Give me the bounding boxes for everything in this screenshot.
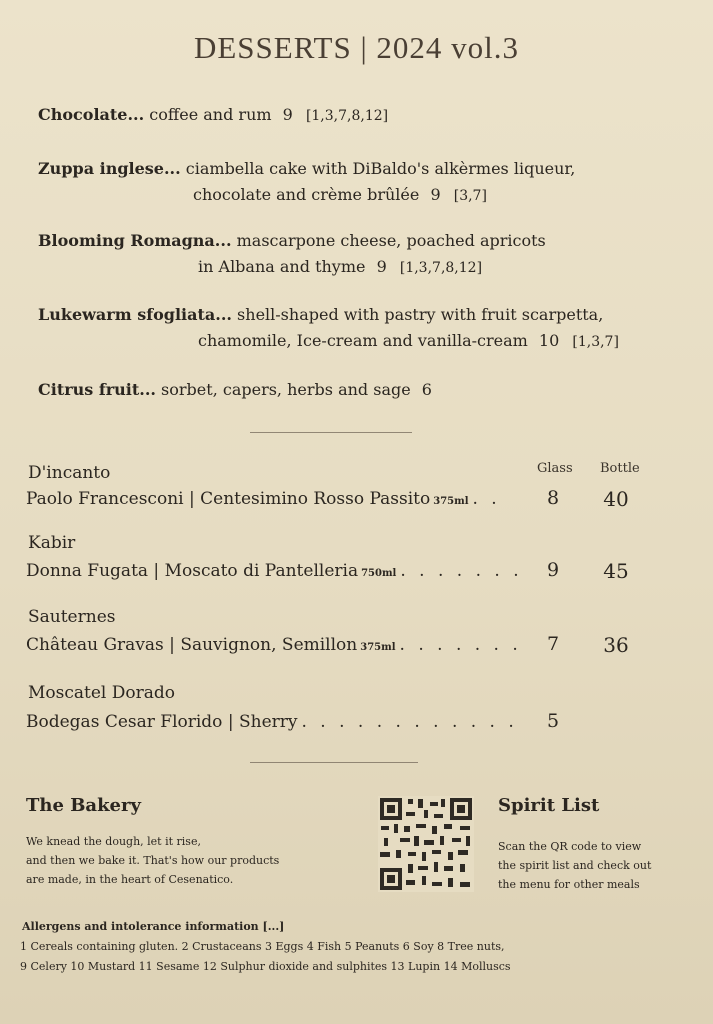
divider — [250, 762, 418, 763]
wine-name: Sauvignon, Semillon — [180, 635, 358, 655]
wine-producer: Paolo Francesconi — [26, 489, 184, 509]
wine-dots: . . . . . . . — [399, 635, 522, 655]
dessert-price: 6 — [421, 380, 432, 399]
dessert-price: 9 — [376, 257, 387, 276]
dessert-price: 10 — [538, 331, 560, 350]
dessert-allergens: [1,3,7,8,12] — [305, 108, 389, 124]
dessert-name: Blooming Romagna... — [38, 231, 232, 250]
wine-row: Bodegas Cesar Florido | Sherry . . . . . . . . . . . . — [26, 712, 518, 732]
dessert-description: shell-shaped with pastry with fruit scarpetta, — [231, 305, 604, 324]
glass-price: 7 — [546, 633, 560, 655]
wine-producer: Donna Fugata — [26, 561, 149, 581]
dessert-allergens: [3,7] — [453, 188, 487, 204]
dessert-item — [38, 102, 688, 129]
dessert-price: 9 — [282, 105, 293, 124]
bottle-price: 45 — [603, 559, 629, 583]
bakery-line: are made, in the heart of Cesenatico. — [26, 873, 234, 886]
dessert-description: coffee and rum — [144, 105, 272, 124]
dessert-description-2: chamomile, Ice-cream and vanilla-cream — [198, 331, 528, 350]
dessert-description-2: in Albana and thyme — [198, 257, 366, 276]
page-title: DESSERTS | 2024 vol.3 — [193, 30, 520, 65]
dessert-description-2: chocolate and crème brûlée — [193, 185, 420, 204]
spirit-list-text — [498, 837, 678, 894]
allergens-line: 9 Celery 10 Mustard 11 Sesame 12 Sulphur dioxide and sulphites 13 Lupin 14 Molluscs — [20, 960, 511, 973]
dessert-name: Lukewarm sfogliata... — [38, 305, 232, 324]
spirit-line: Scan the QR code to view — [498, 840, 642, 853]
dessert-allergens: [1,3,7] — [572, 334, 619, 350]
allergens-title: Allergens and intolerance information [...] — [22, 920, 285, 933]
wine-name: Moscato di Pantelleria — [164, 561, 359, 581]
wine-size: 375ml — [360, 642, 396, 653]
wine-producer: Bodegas Cesar Florido — [26, 712, 223, 732]
dessert-name: Citrus fruit... — [38, 380, 156, 399]
bottle-price: 36 — [603, 633, 629, 657]
wine-row: Paolo Francesconi | Centesimino Rosso Passito 375ml . . — [26, 489, 501, 509]
allergens-line: 1 Cereals containing gluten. 2 Crustaceans 3 Eggs 4 Fish 5 Peanuts 6 Soy 8 Tree nuts, — [20, 940, 505, 953]
dessert-item — [38, 156, 688, 209]
bakery-line: and then we bake it. That's how our products — [26, 854, 280, 867]
dessert-name: Chocolate... — [38, 105, 145, 124]
wine-region: Moscatel Dorado — [28, 683, 175, 703]
dessert-item — [38, 377, 688, 403]
wine-row: Donna Fugata | Moscato di Pantelleria 750ml . . . . . . . — [26, 561, 523, 581]
wine-name: Sherry — [238, 712, 298, 732]
spirit-line: the spirit list and check out — [498, 859, 652, 872]
glass-price: 8 — [546, 487, 560, 509]
divider — [250, 432, 412, 433]
bakery-text — [26, 832, 326, 889]
wine-region: Kabir — [28, 533, 76, 553]
dessert-allergens: [1,3,7,8,12] — [399, 260, 483, 276]
wine-name: Centesimino Rosso Passito — [200, 489, 431, 509]
wine-dots: . . — [472, 489, 501, 509]
wine-row: Château Gravas | Sauvignon, Semillon 375ml . . . . . . . — [26, 635, 522, 655]
bakery-line: We knead the dough, let it rise, — [26, 835, 201, 848]
spirit-list-title: Spirit List — [498, 795, 600, 816]
wine-region: D'incanto — [28, 463, 111, 483]
bottle-header: Bottle — [600, 461, 640, 476]
wine-region: Sauternes — [28, 607, 116, 627]
spirit-line: the menu for other meals — [498, 878, 640, 891]
glass-price: 9 — [546, 559, 560, 581]
bakery-title: The Bakery — [26, 795, 141, 816]
glass-price: 5 — [546, 710, 560, 732]
wine-producer: Château Gravas — [26, 635, 164, 655]
bottle-price: 40 — [603, 487, 629, 511]
dessert-description: ciambella cake with DiBaldo's alkèrmes liqueur, — [180, 159, 576, 178]
wine-dots: . . . . . . . . . . . . — [301, 712, 518, 732]
dessert-name: Zuppa inglese... — [38, 159, 181, 178]
glass-header: Glass — [537, 461, 573, 476]
wine-dots: . . . . . . . — [400, 561, 523, 581]
dessert-description: sorbet, capers, herbs and sage — [155, 380, 411, 399]
dessert-item — [38, 228, 688, 281]
qr-code-icon[interactable] — [378, 796, 474, 892]
dessert-price: 9 — [430, 185, 441, 204]
dessert-description: mascarpone cheese, poached apricots — [231, 231, 546, 250]
dessert-item — [38, 302, 688, 355]
wine-size: 750ml — [361, 568, 397, 579]
wine-size: 375ml — [433, 496, 469, 507]
